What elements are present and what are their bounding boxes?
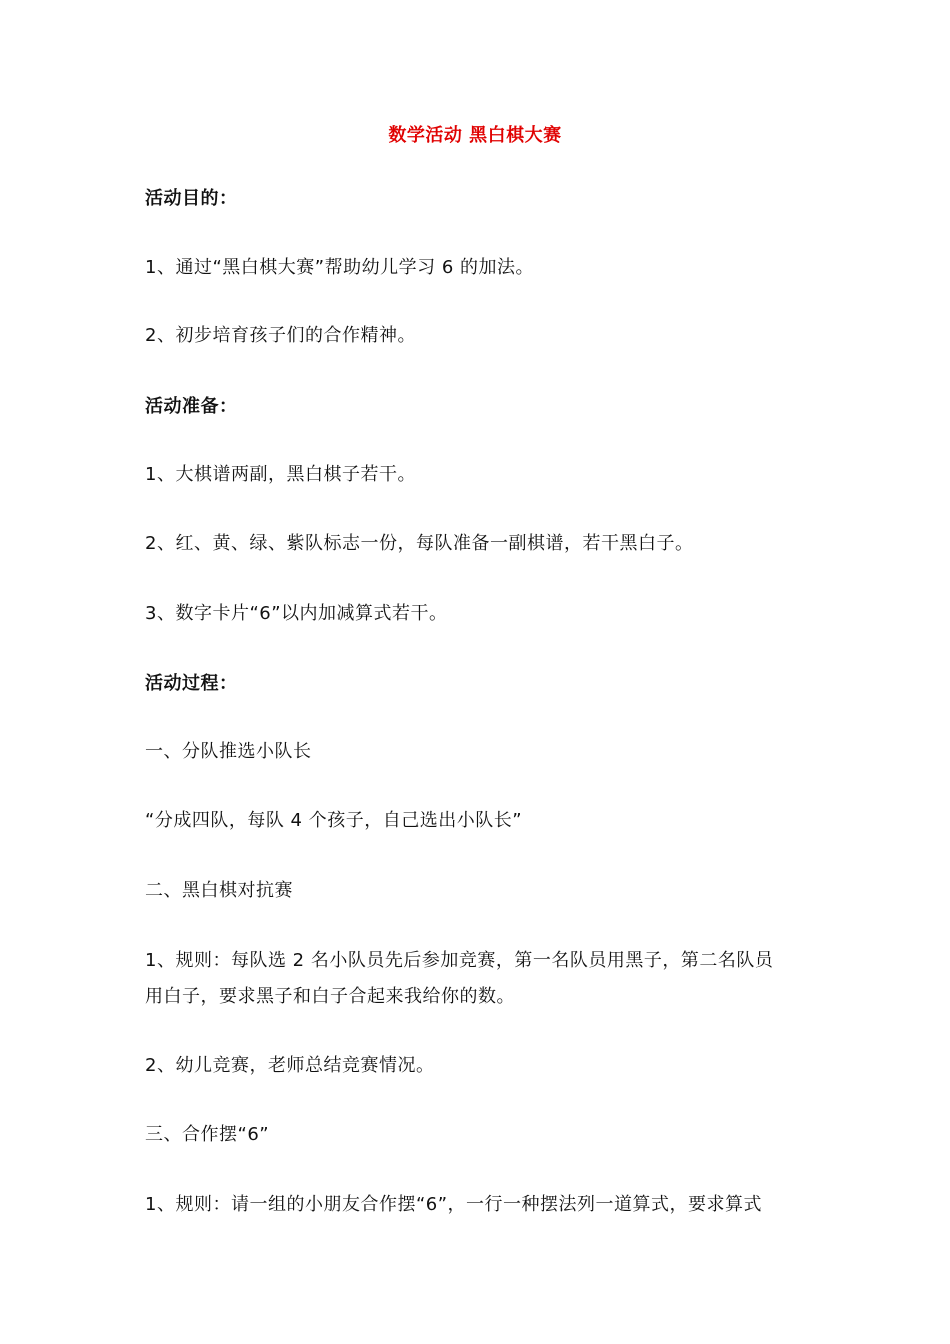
- process-step-2-rule-line-1: 1、规则：每队选 2 名小队员先后参加竞赛，第一名队员用黑子，第二名队员: [145, 950, 774, 971]
- process-step-1-quote: “分成四队，每队 4 个孩子，自己选出小队长”: [145, 810, 523, 831]
- process-step-1: 一、分队推选小队长: [145, 741, 312, 762]
- preparation-item-1: 1、大棋谱两副，黑白棋子若干。: [145, 464, 416, 485]
- goal-item-2: 2、初步培育孩子们的合作精神。: [145, 325, 416, 346]
- section-heading-process: 活动过程：: [145, 673, 238, 694]
- preparation-item-2: 2、红、黄、绿、紫队标志一份，每队准备一副棋谱，若干黑白子。: [145, 533, 694, 554]
- process-step-3-rule: 1、规则：请一组的小朋友合作摆“6”，一行一种摆法列一道算式，要求算式: [145, 1194, 763, 1215]
- document-title: 数学活动 黑白棋大赛: [388, 125, 562, 146]
- process-step-3: 三、合作摆“6”: [145, 1124, 270, 1145]
- process-step-2-rule-line-2: 用白子，要求黑子和白子合起来我给你的数。: [145, 986, 515, 1007]
- process-step-2: 二、黑白棋对抗赛: [145, 880, 293, 901]
- process-step-2-summary: 2、幼儿竞赛，老师总结竞赛情况。: [145, 1055, 435, 1076]
- section-heading-goals: 活动目的：: [145, 188, 238, 209]
- preparation-item-3: 3、数字卡片“6”以内加减算式若干。: [145, 603, 448, 624]
- section-heading-preparation: 活动准备：: [145, 396, 238, 417]
- goal-item-1: 1、通过“黑白棋大赛”帮助幼儿学习 6 的加法。: [145, 257, 534, 278]
